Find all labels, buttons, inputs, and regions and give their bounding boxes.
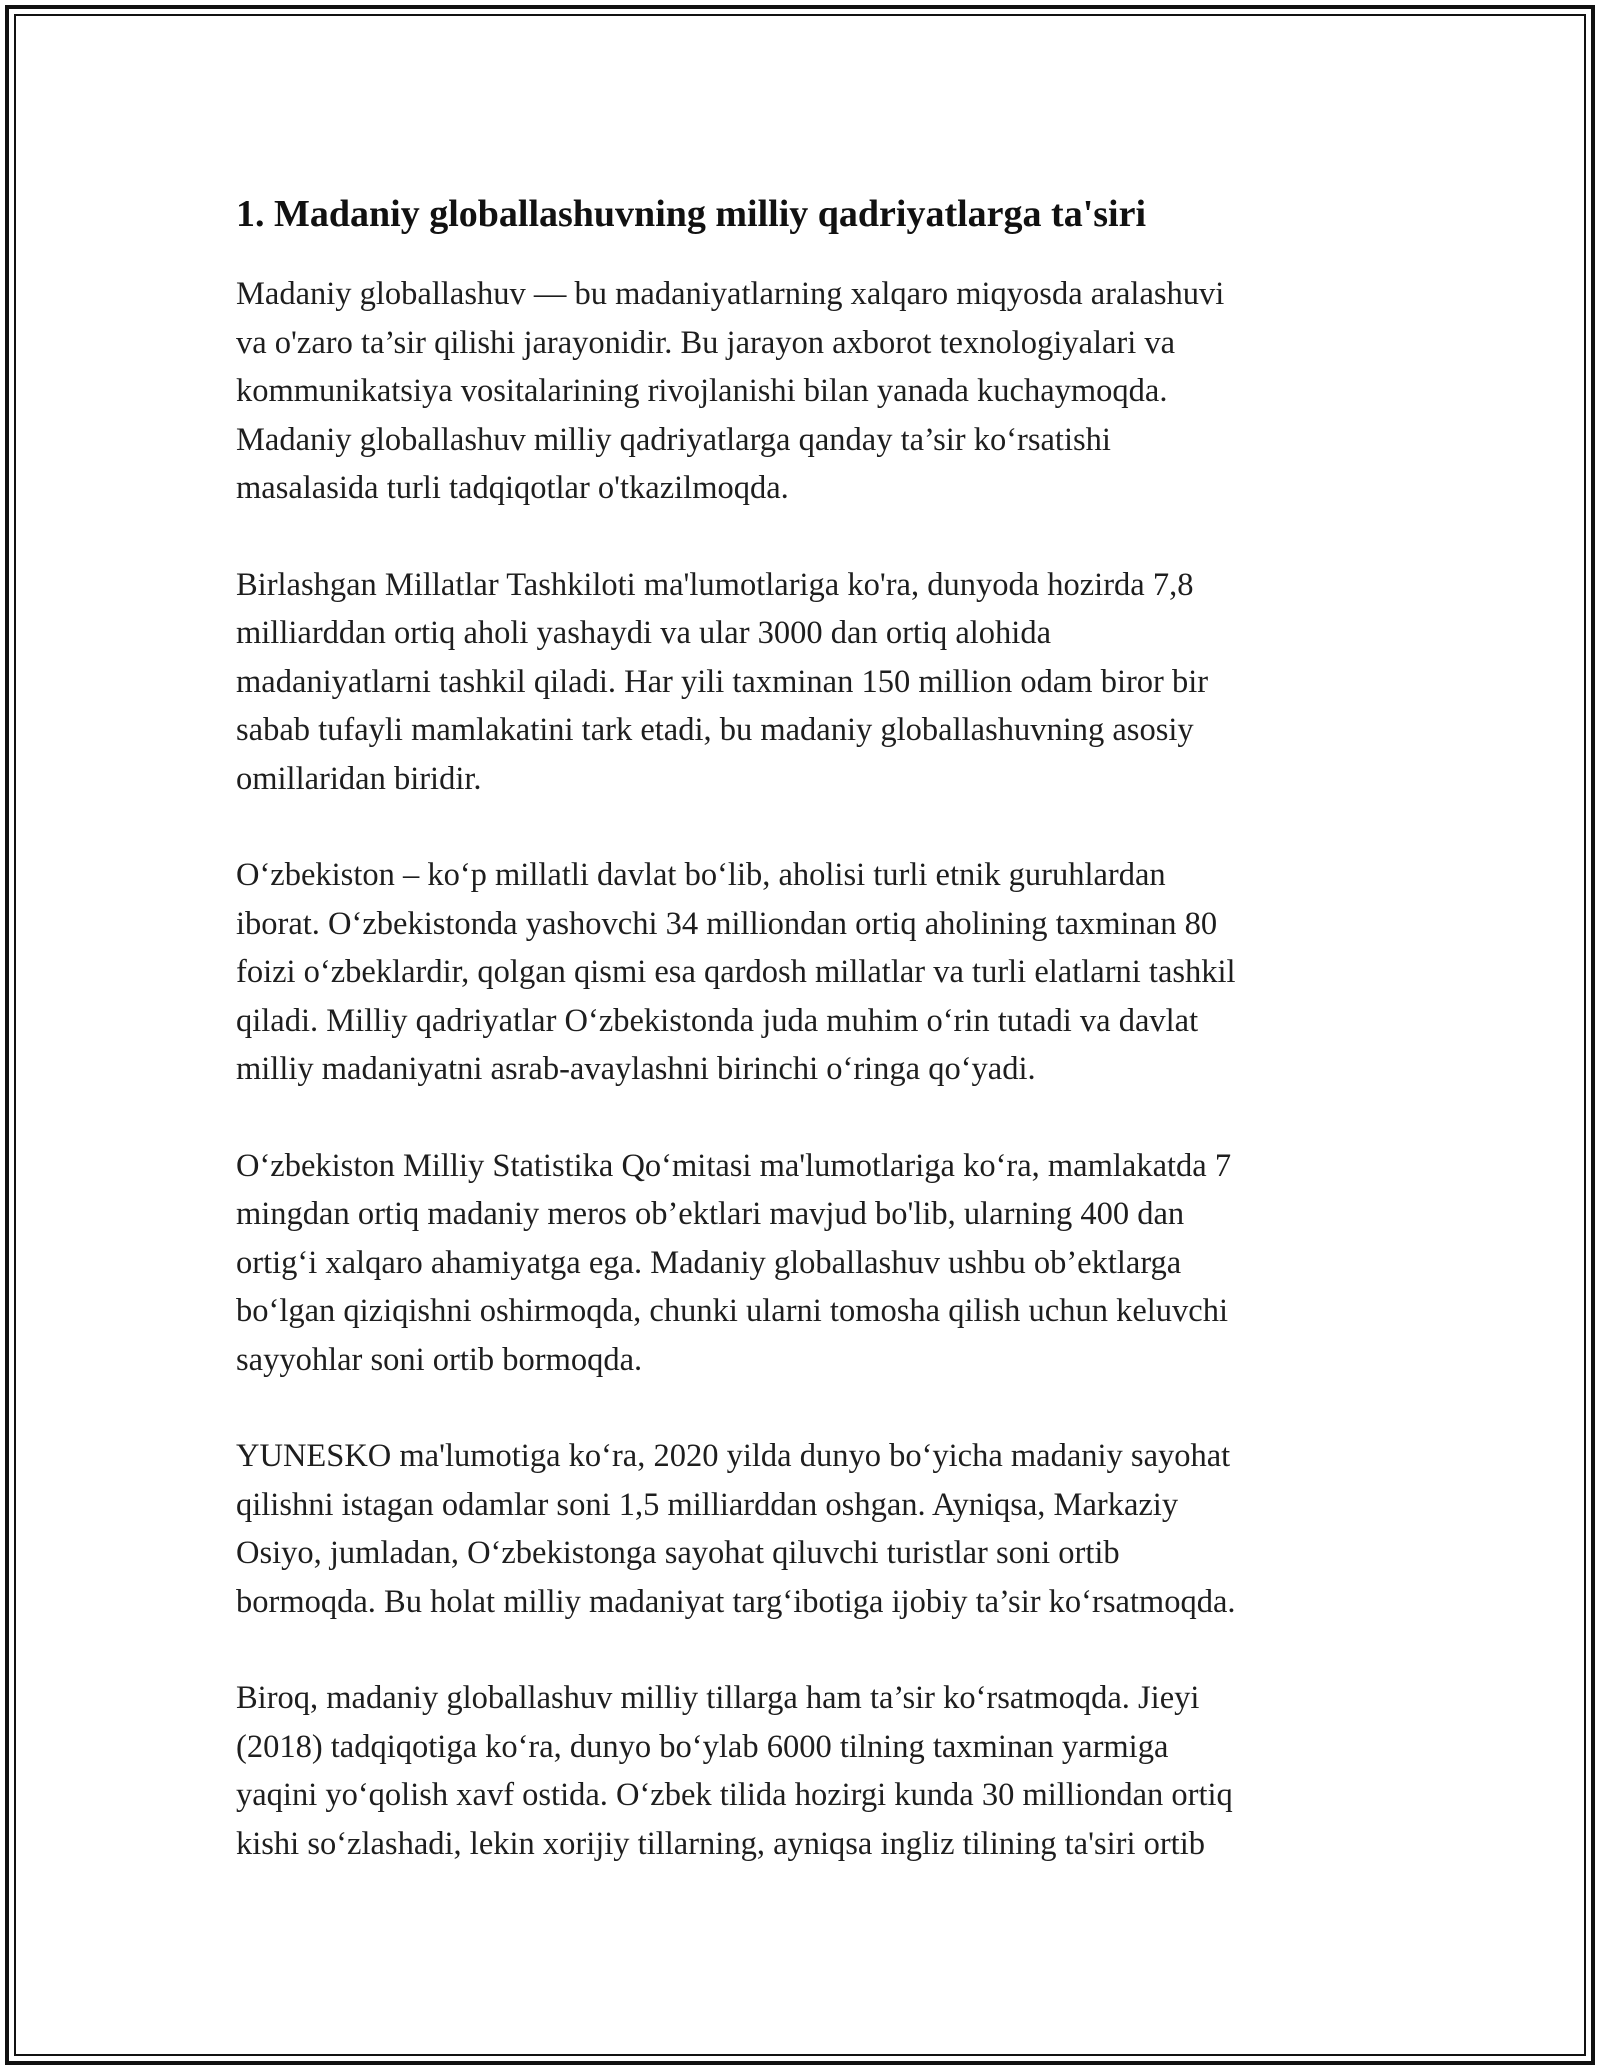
text-line: Biroq, madaniy globallashuv milliy tillarga ham ta’sir koʻrsatmoqda. Jieyi <box>236 1680 1200 1716</box>
text-line: Birlashgan Millatlar Tashkiloti ma'lumotlariga ko'ra, dunyoda hozirda 7,8 <box>236 566 1194 603</box>
text-line: bormoqda. Bu holat milliy madaniyat targʻibotiga ijobiy ta’sir koʻrsatmoqda. <box>236 1583 1236 1620</box>
text-line: milliy madaniyatni asrab-avaylashni birinchi oʻringa qoʻyadi. <box>236 1051 1036 1087</box>
document-body <box>236 186 1376 1916</box>
text-line: foizi oʻzbeklardir, qolgan qismi esa qardosh millatlar va turli elatlarni tashkil <box>236 954 1236 990</box>
text-line: mingdan ortiq madaniy meros ob’ektlari mavjud bo'lib, ularning 400 dan <box>236 1196 1185 1232</box>
text-line: (2018) tadqiqotiga koʻra, dunyo boʻylab 6000 tilning taxminan yarmiga <box>236 1728 1169 1765</box>
text-line: va o'zaro ta’sir qilishi jarayonidir. Bu jarayon axborot texnologiyalari va <box>236 324 1176 361</box>
text-line: ortigʻi xalqaro ahamiyatga ega. Madaniy globallashuv ushbu ob’ektlarga <box>236 1244 1182 1281</box>
text-line: Osiyo, jumladan, Oʻzbekistonga sayohat qiluvchi turistlar soni ortib <box>236 1535 1120 1571</box>
text-line: YUNESKO ma'lumotiga koʻra, 2020 yilda dunyo boʻyicha madaniy sayohat <box>236 1438 1231 1474</box>
text-line: madaniyatlarni tashkil qiladi. Har yili taxminan 150 million odam biror bir <box>236 663 1209 700</box>
paragraph-uzbekistan-population <box>236 851 1376 1094</box>
text-line: kishi soʻzlashadi, lekin xorijiy tillarning, ayniqsa ingliz tilining ta'siri ortib <box>236 1825 1205 1862</box>
paragraph-cultural-globalization <box>236 270 1376 513</box>
text-line: boʻlgan qiziqishni oshirmoqda, chunki ularni tomosha qilish uchun keluvchi <box>236 1293 1229 1329</box>
text-line: iborat. Oʻzbekistonda yashovchi 34 milliondan ortiq aholining taxminan 80 <box>236 905 1218 942</box>
text-line: kommunikatsiya vositalarining rivojlanishi bilan yanada kuchaymoqda. <box>236 373 1168 409</box>
paragraph-un-statistics <box>236 561 1376 804</box>
text-line: yaqini yoʻqolish xavf ostida. Oʻzbek tilida hozirgi kunda 30 milliondan ortiq <box>236 1777 1233 1813</box>
text-line: Madaniy globallashuv — bu madaniyatlarning xalqaro miqyosda aralashuvi <box>236 276 1225 312</box>
text-line: omillaridan biridir. <box>236 760 482 797</box>
text-line: milliarddan ortiq aholi yashaydi va ular 3000 dan ortiq alohida <box>236 615 1052 651</box>
text-line: qiladi. Milliy qadriyatlar Oʻzbekistonda juda muhim oʻrin tutadi va davlat <box>236 1002 1199 1039</box>
text-line: sayyohlar soni ortib bormoqda. <box>236 1341 643 1378</box>
paragraph-national-languages <box>236 1674 1376 1868</box>
text-line: Madaniy globallashuv milliy qadriyatlarga qanday ta’sir koʻrsatishi <box>236 421 1111 458</box>
section-heading: 1. Madaniy globallashuvning milliy qadriyatlarga ta'siri <box>236 193 1147 235</box>
paragraph-cultural-heritage <box>236 1142 1376 1385</box>
text-line: sabab tufayli mamlakatini tark etadi, bu madaniy globallashuvning asosiy <box>236 712 1194 748</box>
text-line: Oʻzbekiston – koʻp millatli davlat boʻlib, aholisi turli etnik guruhlardan <box>236 857 1166 893</box>
text-line: qilishni istagan odamlar soni 1,5 milliarddan oshgan. Ayniqsa, Markaziy <box>236 1486 1179 1523</box>
text-line: Oʻzbekiston Milliy Statistika Qoʻmitasi ma'lumotlariga koʻra, mamlakatda 7 <box>236 1147 1232 1184</box>
paragraph-unesco-tourism <box>236 1432 1376 1626</box>
text-line: masalasida turli tadqiqotlar o'tkazilmoqda. <box>236 470 789 506</box>
